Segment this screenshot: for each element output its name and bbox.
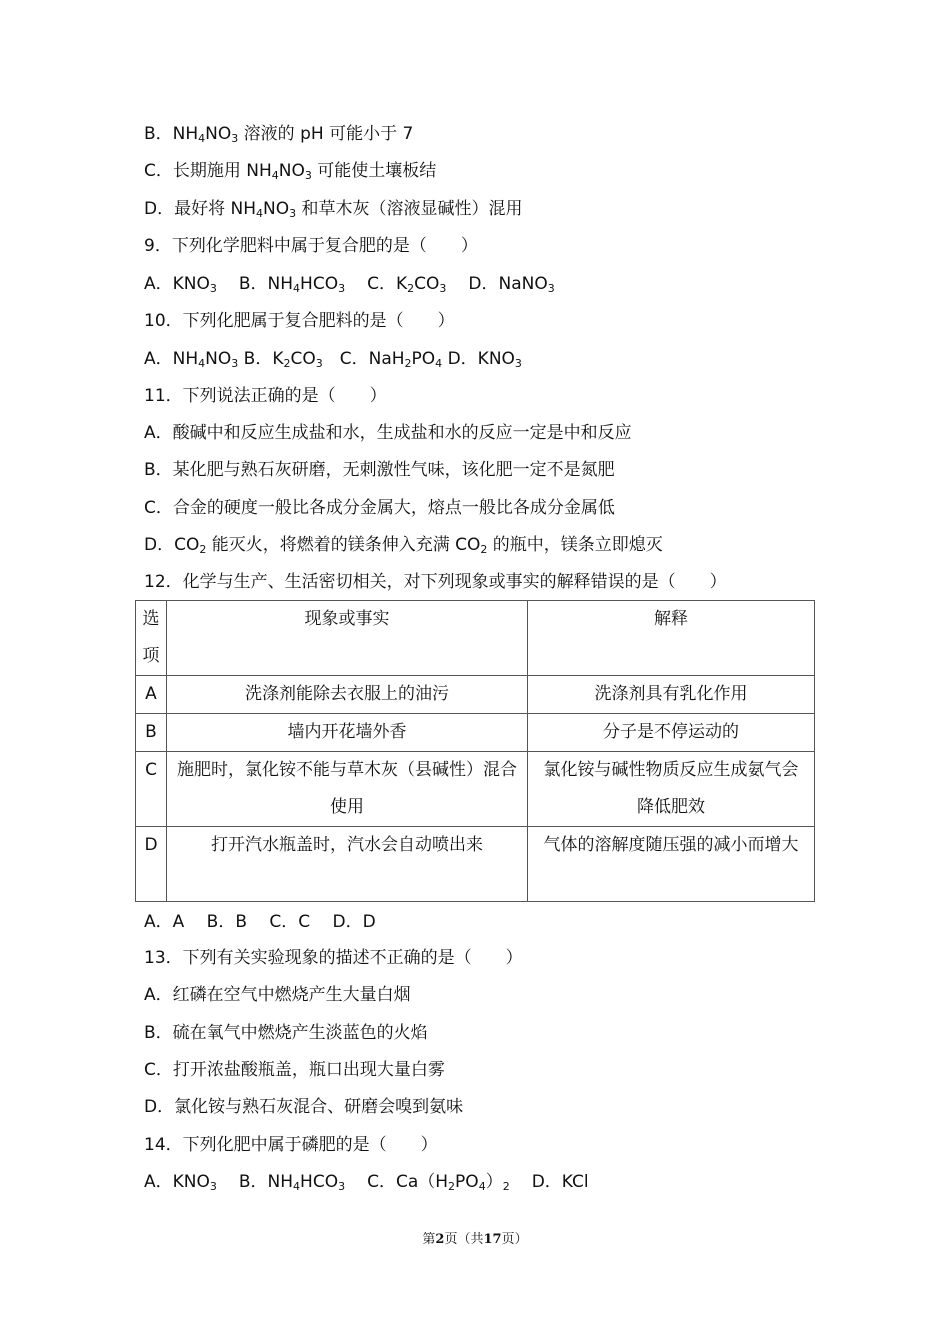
row-explanation: 氯化铵与碱性物质反应生成氨气会降低肥效 [528,752,815,827]
q13-option-a: A．红磷在空气中燃烧产生大量白烟 [144,985,411,1005]
row-option: C [136,752,167,827]
row-explanation: 气体的溶解度随压强的减小而增大 [528,827,815,902]
q12-choices: A．A B．B C．C D．D [144,912,376,932]
q11-option-d: D．$CO_2$ 能灭火，将燃着的镁条伸入充满 $CO_2$ 的瓶中，镁条立即熄灭 [144,535,663,556]
page-footer: 第2页（共17页） [422,1232,528,1247]
q9-options: A．$KNO_3$ B．$NH_4HCO_3$ C．$K_2CO_3$ D．NaNO$_3$ [144,274,555,295]
table-row [136,827,815,902]
q8-option-d: D．最好将 $NH_4NO_3$ 和草木灰（溶液显碱性）混用 [144,199,523,220]
q13-option-b: B．硫在氧气中燃烧产生淡蓝色的火焰 [144,1023,428,1043]
table-row [136,752,815,827]
row-explanation: 洗涤剂具有乳化作用 [528,676,815,714]
table-row [136,714,815,752]
q10-stem: 10．下列化肥属于复合肥料的是（ ） [144,311,455,331]
table-row [136,676,815,714]
q11-option-c: C．合金的硬度一般比各成分金属大，熔点一般比各成分金属低 [144,498,615,518]
table-header-row [136,601,815,676]
q12-table [135,600,815,902]
row-option: D [136,827,167,902]
row-option: A [136,676,167,714]
q13-option-d: D．氯化铵与熟石灰混合、研磨会嗅到氨味 [144,1097,464,1117]
total-pages-number: 17 [483,1232,502,1247]
q8-option-c: C．长期施用 $NH_4NO_3$ 可能使土壤板结 [144,161,437,182]
header-explanation: 解释 [528,601,815,676]
q13-stem: 13．下列有关实验现象的描述不正确的是（ ） [144,948,523,968]
q13-option-c: C．打开浓盐酸瓶盖，瓶口出现大量白雾 [144,1060,445,1080]
q11-option-b: B．某化肥与熟石灰研磨，无刺激性气味，该化肥一定不是氮肥 [144,460,615,480]
header-phenomenon: 现象或事实 [167,601,528,676]
header-option: 选项 [136,601,167,676]
q9-stem: 9．下列化学肥料中属于复合肥的是（ ） [144,236,478,256]
q11-option-a: A．酸碱中和反应生成盐和水，生成盐和水的反应一定是中和反应 [144,423,632,443]
current-page-number: 2 [435,1232,445,1247]
q12-stem: 12．化学与生产、生活密切相关，对下列现象或事实的解释错误的是（ ） [144,572,727,592]
row-phenomenon: 打开汽水瓶盖时，汽水会自动喷出来 [167,827,528,902]
q14-options: A．$KNO_3$ B．$NH_4HCO_3$ C．$Ca(H_2PO_4)_2$ D．KCl [144,1172,589,1193]
q11-stem: 11．下列说法正确的是（ ） [144,386,387,406]
q8-option-b: B．$NH_4NO_3$ 溶液的 pH 可能小于 7 [144,124,414,145]
q14-stem: 14．下列化肥中属于磷肥的是（ ） [144,1135,438,1155]
row-phenomenon: 洗涤剂能除去衣服上的油污 [167,676,528,714]
row-explanation: 分子是不停运动的 [528,714,815,752]
row-option: B [136,714,167,752]
row-phenomenon: 施肥时，氯化铵不能与草木灰（县碱性）混合使用 [167,752,528,827]
q10-options: A．$NH_4NO_3$ B．$K_2CO_3$ C．$NaH_2PO_4$ D．$KNO_3$ [144,349,522,370]
row-phenomenon: 墙内开花墙外香 [167,714,528,752]
